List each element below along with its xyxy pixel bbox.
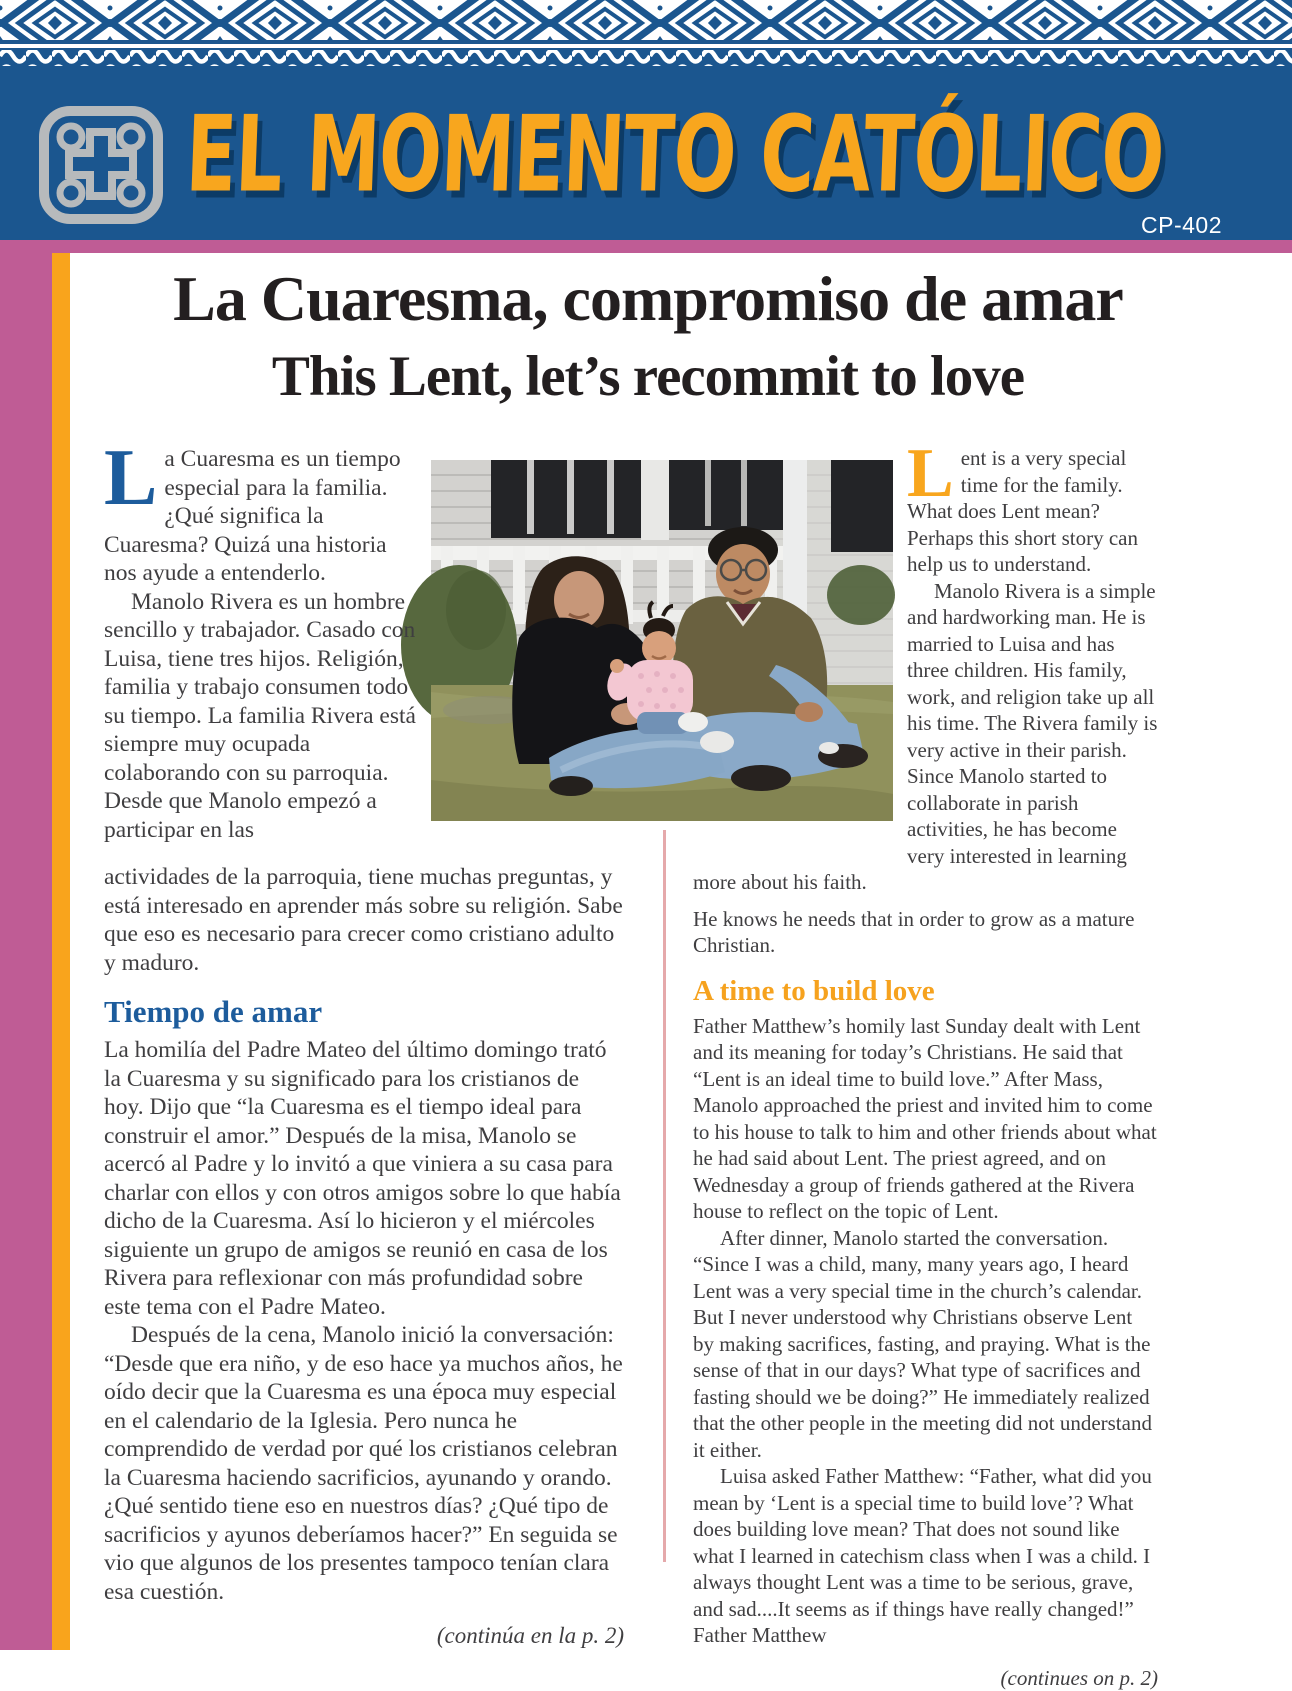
column-divider: [663, 830, 666, 1562]
spanish-paragraph-1-text: a Cuaresma es un tiempo especial para la familia. ¿Qué significa la Cuaresma? Quizá una historia nos ayude a entenderlo.: [104, 446, 401, 586]
headline-spanish: La Cuaresma, compromiso de amar: [88, 262, 1208, 336]
spanish-section-heading: Tiempo de amar: [104, 995, 624, 1029]
spanish-paragraph-3: La homilía del Padre Mateo del último domingo trató la Cuaresma y su significado para los cristianos de hoy. Dijo que “la Cuaresma es el tiempo ideal para construir el amor.” Después de la misa, Manolo se acercó al Padre y lo invitó a que viniera a su casa para charlar con ellos y con otros amigos sobre lo que había dicho de la Cuaresma. Así lo hicieron y el miércoles siguiente un grupo de amigos se reunió en casa de los Rivera para reflexionar con más profundidad sobre este tema con el Padre Mateo.: [104, 1036, 624, 1321]
photo-spacer: [693, 445, 907, 845]
headline: [88, 262, 1208, 410]
aztec-pattern-icon: [0, 0, 1292, 68]
english-paragraph-1-text: ent is a very special time for the family. What does Lent mean? Perhaps this short story can help us to understand.: [907, 446, 1138, 576]
english-paragraph-2: Manolo Rivera is a simple and hardworking man. He is married to Luisa and has three children. His family, work, and religion take up all his time. The Rivera family is very active in their parish. Since Manolo started to collaborate in parish activities, he has become very interested in learning more about his faith.: [693, 578, 1158, 896]
english-paragraph-3: Father Matthew’s homily last Sunday dealt with Lent and its meaning for today’s Christians. He said that “Lent is an ideal time to build love.” After Mass, Manolo approached the priest and invited him to come to his house to talk to him and other friends about what he had said about Lent. The priest agreed, and on Wednesday a group of friends gathered at the Rivera house to reflect on the topic of Lent.: [693, 1013, 1158, 1225]
publication-code: CP-402: [1141, 212, 1222, 239]
spanish-dropcap: L: [104, 445, 164, 505]
english-paragraph-4: After dinner, Manolo started the conversation. “Since I was a child, many, many years ago, I heard Lent was a very special time in the church’s calendar. But I never understood why Christians observe Lent by making sacrifices, fasting, and praying. What is the sense of that in our days? What type of sacrifices and fasting should we be doing?” He immediately realized that the other people in the meeting did not understand it either.: [693, 1225, 1158, 1464]
english-column: [693, 445, 1158, 1691]
spanish-paragraph-4: Después de la cena, Manolo inició la conversación: “Desde que era niño, y de eso hace ya muchos años, he oído decir que la Cuaresma es una época muy especial en el calendario de la Iglesia. Pero nunca he comprendido de verdad por qué los cristianos celebran la Cuaresma haciendo sacrificios, ayunando y orando. ¿Qué sentido tiene eso en nuestros días? ¿Qué tipo de sacrificios y ayunos deberíamos hacer?” En seguida se vio que algunos de los presentes tampoco tenían clara esa cuestión.: [104, 1321, 624, 1606]
spanish-paragraph-2: Manolo Rivera es un hombre sencillo y trabajador. Casado con Luisa, tiene tres hijos. Religión, familia y trabajo consumen todo su tiempo. La familia Rivera está siempre muy ocupada colaborando con su parroquia. Desde que Manolo empezó a participar en las: [104, 588, 624, 845]
headline-english: This Lent, let’s recommit to love: [88, 344, 1208, 410]
left-orange-band: [52, 253, 70, 1650]
spanish-continuation-note: (continúa en la p. 2): [104, 1622, 624, 1651]
english-dropcap: L: [907, 445, 961, 498]
pink-accent-bar: [0, 240, 1292, 253]
left-pink-band: [0, 253, 52, 1650]
aztec-cross-logo-icon: [36, 104, 166, 226]
masthead-title: EL MOMENTO CATÓLICO: [184, 94, 1166, 216]
english-continuation-note: (continues on p. 2): [693, 1665, 1158, 1691]
masthead: [0, 68, 1292, 240]
spanish-column: [104, 445, 624, 1651]
spanish-paragraph-2-continued: actividades de la parroquia, tiene muchas preguntas, y está interesado en aprender más sobre su religión. Sabe que eso es necesario para crecer como cristiano adulto y maduro.: [104, 863, 624, 977]
english-paragraph-2-continued: He knows he needs that in order to grow as a mature Christian.: [693, 906, 1158, 959]
english-section-heading: A time to build love: [693, 975, 1158, 1007]
aztec-pattern-band: [0, 0, 1292, 68]
english-paragraph-5: Luisa asked Father Matthew: “Father, what did you mean by ‘Lent is a special time to build love’? What does building love mean? That does not sound like what I learned in catechism class when I was a child. I always thought Lent was a time to be serious, grave, and sad....It seems as if things have really changed!” Father Matthew: [693, 1463, 1158, 1649]
masthead-title-box: [175, 90, 1175, 220]
photo-spacer: [424, 445, 624, 863]
